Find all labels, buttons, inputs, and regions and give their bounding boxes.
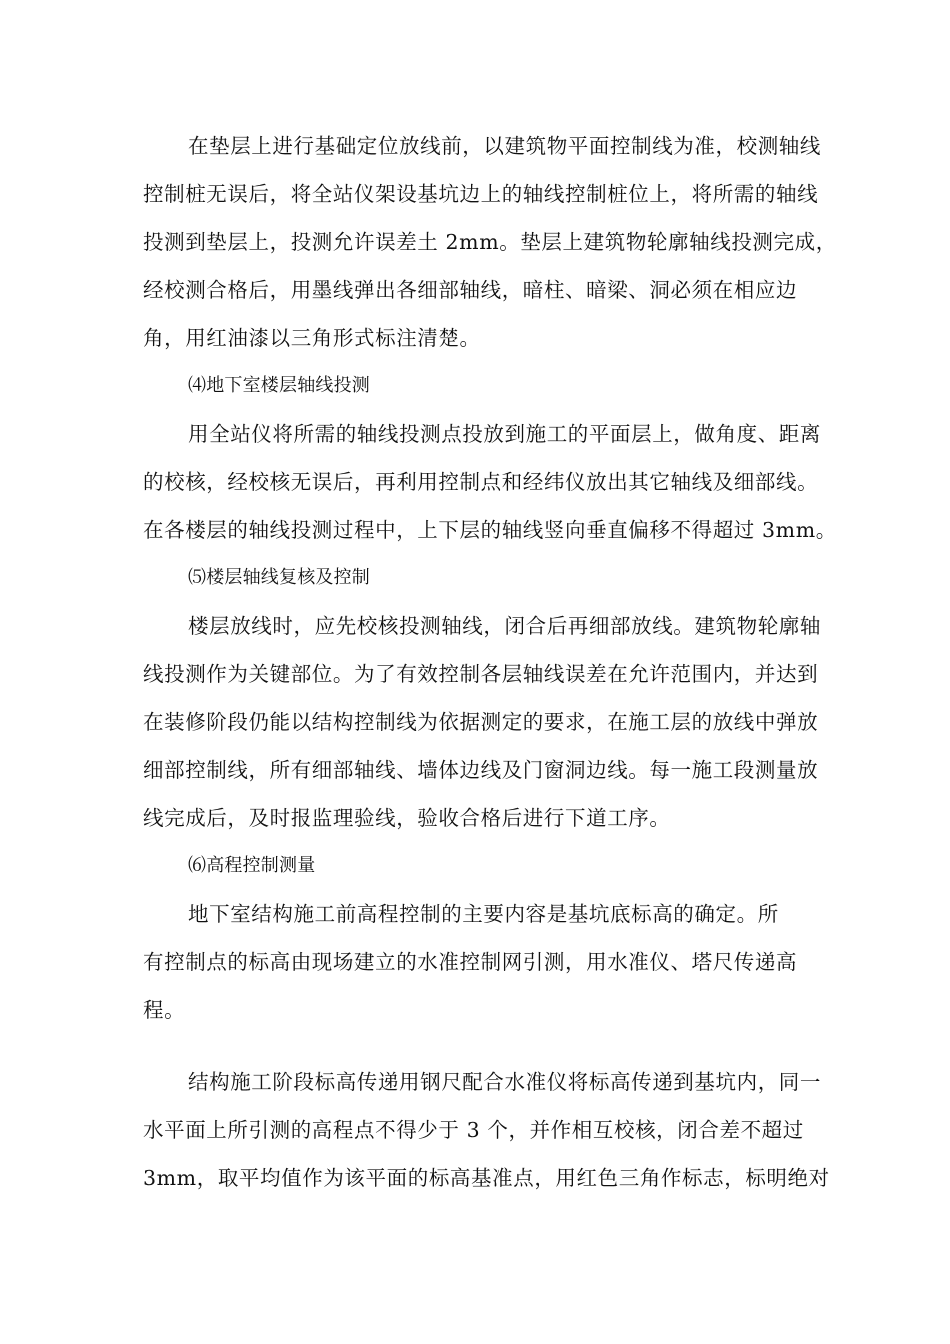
text-line: 楼层放线时，应先校核投测轴线，闭合后再细部放线。建筑物轮廓轴 <box>188 614 821 638</box>
text-line: 线投测作为关键部位。为了有效控制各层轴线误差在允许范围内，并达到 <box>143 662 819 686</box>
text-line: 程。 <box>143 998 186 1022</box>
paragraph-foundation-layout <box>143 122 837 362</box>
text-line: 结构施工阶段标高传递用钢尺配合水准仪将标高传递到基坑内，同一 <box>188 1070 821 1094</box>
text-line: 有控制点的标高由现场建立的水准控制网引测，用水准仪、塔尺传递高 <box>143 950 798 974</box>
text-line: 线完成后，及时报监理验线，验收合格后进行下道工序。 <box>143 806 671 830</box>
paragraph-gap <box>143 1034 830 1058</box>
text-line: 控制桩无误后，将全站仪架设基坑边上的轴线控制桩位上，将所需的轴线 <box>143 182 819 206</box>
paragraph-elevation-transfer <box>143 1058 830 1202</box>
text-line: 角，用红油漆以三角形式标注清楚。 <box>143 326 481 350</box>
text-line: 在装修阶段仍能以结构控制线为依据测定的要求，在施工层的放线中弹放 <box>143 710 819 734</box>
paragraph-basement-axis <box>143 410 837 554</box>
section-heading-floor-axis-check: ⑸楼层轴线复核及控制 <box>188 567 370 588</box>
paragraph-elevation-control <box>143 890 830 1034</box>
text-line: 在各楼层的轴线投测过程中，上下层的轴线竖向垂直偏移不得超过 3mm。 <box>143 518 837 542</box>
paragraph-floor-axis-check <box>143 602 830 842</box>
text-line: 3mm，取平均值作为该平面的标高基准点，用红色三角作标志，标明绝对 <box>143 1166 830 1190</box>
text-line: 水平面上所引测的高程点不得少于 3 个，并作相互校核，闭合差不超过 <box>143 1118 804 1142</box>
text-line: 在垫层上进行基础定位放线前，以建筑物平面控制线为准，校测轴线 <box>188 134 821 158</box>
text-line: 地下室结构施工前高程控制的主要内容是基坑底标高的确定。所 <box>188 902 779 926</box>
section-heading-elevation-control: ⑹高程控制测量 <box>188 855 316 876</box>
text-line: 细部控制线，所有细部轴线、墙体边线及门窗洞边线。每一施工段测量放 <box>143 758 819 782</box>
text-line: 用全站仪将所需的轴线投测点投放到施工的平面层上，做角度、距离 <box>188 422 821 446</box>
text-line: 的校核，经校核无误后，再利用控制点和经纬仪放出其它轴线及细部线。 <box>143 470 819 494</box>
text-line: 经校测合格后，用墨线弹出各细部轴线，暗柱、暗梁、洞必须在相应边 <box>143 278 798 302</box>
section-heading-basement-axis: ⑷地下室楼层轴线投测 <box>188 375 370 396</box>
text-line: 投测到垫层上，投测允许误差土 2mm。垫层上建筑物轮廓轴线投测完成， <box>143 230 837 254</box>
